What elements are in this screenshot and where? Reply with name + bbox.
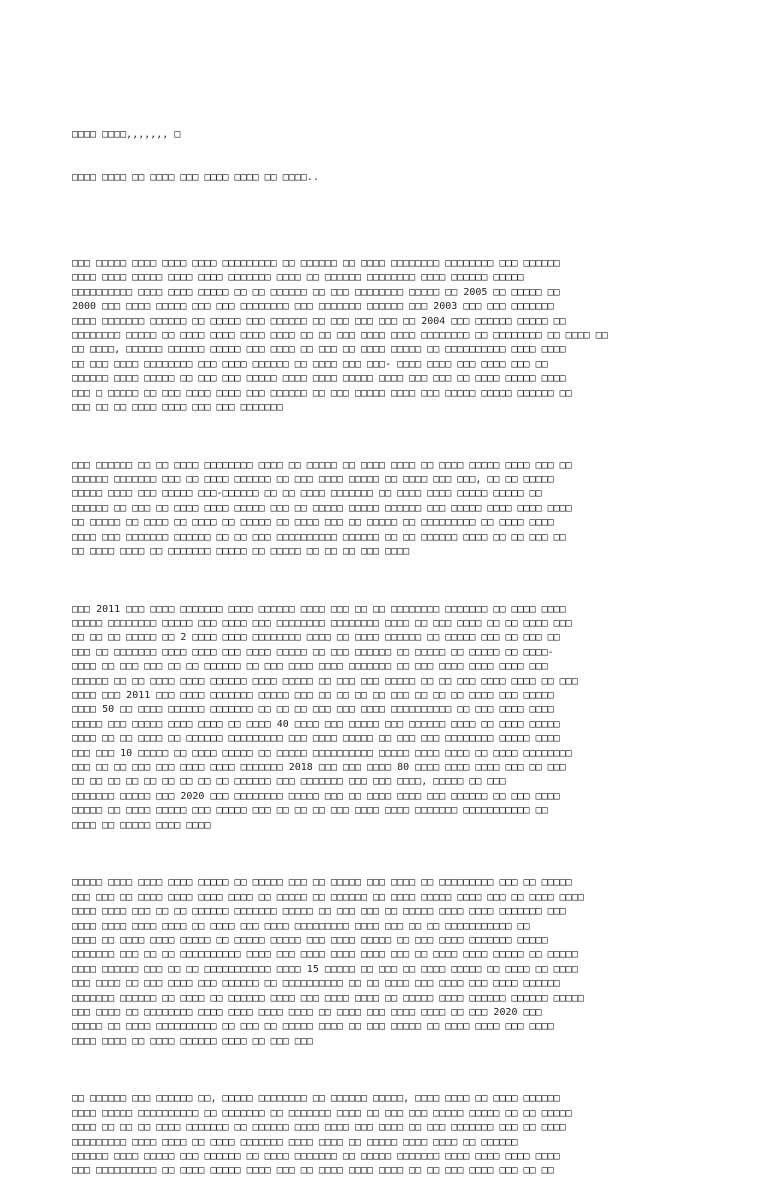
paragraph-4: □□□□□ □□□□ □□□□ □□□□ □□□□□ □□ □□□□□ □□□ □□ □□□□□ □□□ □□□□ □□ □□□□□□□□□ □□□ □□ □□□□□ □□□ □□□ □□ □□□□ □□□□ □□□□ □□□□ □□ □□□□□ □□ □□□□□□ □□ □□□□ □□□□□ □□□□ □□□ □□ □□□□ □□□□ □□□□ □□□□ □□□ □□ □□ □□□□□□ □□□□□□□ □□□□□ □□ □□□ □□□ □□ □□□□□ □□□□ □□□□ □□□□□□□ □□□ □□□□ □□□□ □□□□ □□□□ □□ □□□□ □□□ □□□□ □□□□□□□□□ □□□□ □□□ □□ □□ □□□□□□□□□□□ □□ □□□□ □□ □□□□ □□□□ □□□□□ □□ □□□□□ □□□□□ □□□ □□□□ □□□□□ □□ □□□ □□□□ □□□□□□□ □□□□□ □□□□□□□ □□□ □□ □□ □□□□□□□□□□ □□□□ □□□ □□□□ □□□□ □□□□ □□□ □□ □□□□ □□□□ □□□□□ □□ □□□□□ □□□□ □□□□□□ □□□ □□ □□ □□□□□□□□□□□ □□□□ 15 □□□□□ □□ □□□ □□ □□□□ □□□□□ □□ □□□□ □□ □□□□ □□□ □□□□ □□ □□□ □□□□ □□□ □□□□□□ □□ □□□□□□□□□□ □□ □□ □□□□ □□□ □□□□ □□□ □□□□ □□□□□□ □□□□□□□ □□□□□□ □□ □□□□ □□ □□□□□□ □□□□ □□□ □□□□ □□□□ □□ □□□□□ □□□□ □□□□□□ □□□□□□ □□□□□ □□□ □□□□ □□ □□□□□□□□ □□□□ □□□□ □□□□ □□□□ □□ □□□□ □□□ □□□□ □□□□ □□ □□□ 2020 □□□ □□□□□ □□ □□□□ □□□□□□□□□□ □□ □□□ □□ □□□□□ □□□□ □□ □□□ □□□□□ □□ □□□□ □□□□ □□□ □□□□ □□□□ □□□□ □□ □□□□ □□□□□□ □□□□ □□ □□□ □□□ xyxy=(72,877,584,1047)
paragraph-5: □□ □□□□□□ □□□ □□□□□□ □□, □□□□□ □□□□□□□□ □□ □□□□□□ □□□□□, □□□□ □□□□ □□ □□□□ □□□□□□ □□□□ □□□□□ □□□□□□□□□□ □□ □□□□□□□ □□ □□□□□□□ □□□□ □□ □□□ □□□ □□□□□ □□□□□ □□ □□ □□□□□ □□□□ □□ □□ □□ □□□□ □□□□□□□ □□ □□□□□□ □□□□ □□□□ □□□ □□□□ □□ □□□ □□□□□□□ □□□ □□ □□□□ □□□□□□□□□ □□□□ □□□□ □□ □□□□ □□□□□□□ □□□□ □□□□ □□ □□□□□ □□□□ □□□□ □□ □□□□□□ □□□□□□ □□□□ □□□□□ □□□ □□□□□□ □□ □□□□ □□□□□□□ □□ □□□□□ □□□□□□□ □□□□ □□□□ □□□□ □□□□ □□□ □□□□□□□□□□ □□ □□□□ □□□□□ □□□□ □□□ □□ □□□□ □□□□ □□□□ □□ □□ □□□ □□□□ □□□ □□ □□ xyxy=(72,1093,572,1177)
document-heading xyxy=(72,99,704,214)
paragraph-2: □□□ □□□□□□ □□ □□ □□□□ □□□□□□□□ □□□□ □□ □□□□□ □□ □□□□ □□□□ □□ □□□□ □□□□□ □□□□ □□□ □□ □□□□□□ □□□□□□□ □□□ □□ □□□□ □□□□□□ □□ □□□ □□□□ □□□□□ □□ □□□□ □□□ □□□, □□ □□ □□□□□ □□□□□ □□□□ □□□ □□□□□ □□□-□□□□□□ □□ □□ □□□□ □□□□□□□ □□ □□□□ □□□□ □□□□□ □□□□□ □□ □□□□□□ □□ □□□ □□ □□□□ □□□□ □□□□□ □□□ □□ □□□□□ □□□□□ □□□□□□ □□□ □□□□□ □□□□ □□□□ □□□□ □□ □□□□□ □□ □□□□ □□ □□□□ □□ □□□□□ □□ □□□□ □□□ □□ □□□□□ □□ □□□□□□□□□ □□ □□□□ □□□□ □□□□ □□□ □□□□□□□ □□□□□□ □□ □□ □□□ □□□□□□□□□□ □□□□□□ □□ □□ □□□□□□ □□□□ □□ □□ □□□ □□ □□ □□□□ □□□□ □□ □□□□□□□ □□□□□ □□ □□□□□ □□ □□ □□ □□□ □□□□ xyxy=(72,459,572,557)
heading-line-1: □□□□ □□□□,,,,,,, □ xyxy=(72,128,181,140)
document-page xyxy=(72,70,704,1193)
paragraph-1: □□□ □□□□□ □□□□ □□□□ □□□□ □□□□□□□□□ □□ □□□□□□ □□ □□□□ □□□□□□□□ □□□□□□□□ □□□ □□□□□□ □□□□ □□□□ □□□□□ □□□□ □□□□ □□□□□□□ □□□□ □□ □□□□□□ □□□□□□□□ □□□□ □□□□□□ □□□□□ □□□□□□□□□□ □□□□ □□□□ □□□□□ □□ □□ □□□□□□ □□ □□□ □□□□□□□□ □□□□□ □□ 2005 □□ □□□□□ □□ 2000 □□□ □□□□ □□□□□ □□□ □□□ □□□□□□□□ □□□ □□□□□□□ □□□□□□ □□□ 2003 □□□ □□□ □□□□□□□ □□□□ □□□□□□□ □□□□□□ □□ □□□□□ □□□ □□□□□□ □□ □□□ □□□ □□□ □□ 2004 □□□ □□□□□□ □□□□□ □□ □□□□□□□□ □□□□□ □□ □□□□ □□□□ □□□□ □□□□ □□ □□ □□□ □□□□ □□□□ □□□□□□□□ □□ □□□□□□□□ □□ □□□□ □□ □□ □□□□, □□□□□□ □□□□□□ □□□□□ □□□ □□□□ □□ □□□ □□ □□□□ □□□□□ □□ □□□□□□□□□□ □□□□ □□□□ □□ □□□ □□□□ □□□□□□□□ □□□ □□□□ □□□□□□ □□ □□□□ □□□ □□□- □□□□ □□□□ □□□ □□□□ □□□ □□ □□□□□□ □□□□ □□□□□ □□ □□□ □□□ □□□□□ □□□□ □□□□ □□□□□ □□□□ □□□ □□□ □□ □□□□ □□□□□ □□□□ □□□ □ □□□□□ □□ □□□ □□□□ □□□□ □□□ □□□□□□ □□ □□□ □□□□□ □□□□ □□□ □□□□□ □□□□□ □□□□□□ □□ □□□ □□ □□ □□□□ □□□□ □□□ □□□ □□□□□□□ xyxy=(72,257,608,413)
paragraph-3: □□□ 2011 □□□ □□□□ □□□□□□□ □□□□ □□□□□□ □□□□ □□□ □□ □□ □□□□□□□□ □□□□□□□ □□ □□□□ □□□□ □□□□□ □□□□□□□□ □□□□□ □□□ □□□□ □□□ □□□□□□□□ □□□□□□□□ □□□□ □□ □□□ □□□□ □□ □□ □□□□ □□□ □□ □□ □□ □□□□□ □□ 2 □□□□ □□□□ □□□□□□□□ □□□□ □□ □□□□ □□□□□□ □□ □□□□□ □□□ □□ □□□ □□ □□□ □□ □□□□□□□ □□□□ □□□□ □□□ □□□□ □□□□□ □□ □□□ □□□□□□ □□ □□□□□ □□ □□□□□ □□ □□□□- □□□□ □□ □□□ □□□ □□ □□ □□□□□□ □□ □□□ □□□□ □□□□ □□□□□□□ □□ □□□ □□□□ □□□□ □□□□ □□□ □□□□□□ □□ □□ □□□□ □□□□ □□□□□□ □□□□ □□□□□ □□ □□□ □□□ □□□□□ □□ □□ □□□ □□□□ □□□□ □□ □□□ □□□□ □□□ 2011 □□□ □□□□ □□□□□□□ □□□□□ □□□ □□ □□ □□ □□ □□□ □□ □□ □□ □□□□ □□□ □□□□□ □□□□ 50 □□ □□□□ □□□□□□ □□□□□□□ □□ □□ □□ □□□ □□□ □□□□ □□□□□□□□□□ □□ □□□ □□□□ □□□□ □□□□□ □□□ □□□□□ □□□□ □□□□ □□ □□□□ 40 □□□□ □□□ □□□□□ □□□ □□□□□□ □□□□ □□ □□□□ □□□□□ □□□□ □□ □□ □□□□ □□ □□□□□□ □□□□□□□□□ □□□ □□□□ □□□□□ □□ □□□ □□□ □□□□□□□□ □□□□□ □□□□ □□□ □□□ 10 □□□□□ □□ □□□□ □□□□□ □□ □□□□□ □□□□□□□□□□ □□□□□ □□□□ □□□□ □□ □□□□ □□□□□□□□ □□□ □□ □□ □□□ □□□ □□□□ □□□□ □□□□□□□ 2018 □□□ □□□ □□□□ 80 □□□□ □□□□ □□□□ □□□ □□ □□□ □□ □□ □□ □□ □□ □□ □□ □□ □□ □□□□□□ □□□ □□□□□□□ □□□ □□□ □□□□, □□□□□ □□ □□□ □□□□□□□ □□□□□ □□□ 2020 □□□ □□□□□□□□ □□□□□ □□□ □□ □□□□ □□□□ □□□ □□□□□□ □□ □□□ □□□□ □□□□□ □□ □□□□ □□□□□ □□□ □□□□□ □□□ □□ □□ □□ □□□ □□□□ □□□□ □□□□□□□ □□□□□□□□□□□ □□ □□□□ □□ □□□□□ □□□□ □□□□ xyxy=(72,603,578,831)
heading-line-2: □□□□ □□□□ □□ □□□□ □□□ □□□□ □□□□ □□ □□□□.. xyxy=(72,171,319,183)
